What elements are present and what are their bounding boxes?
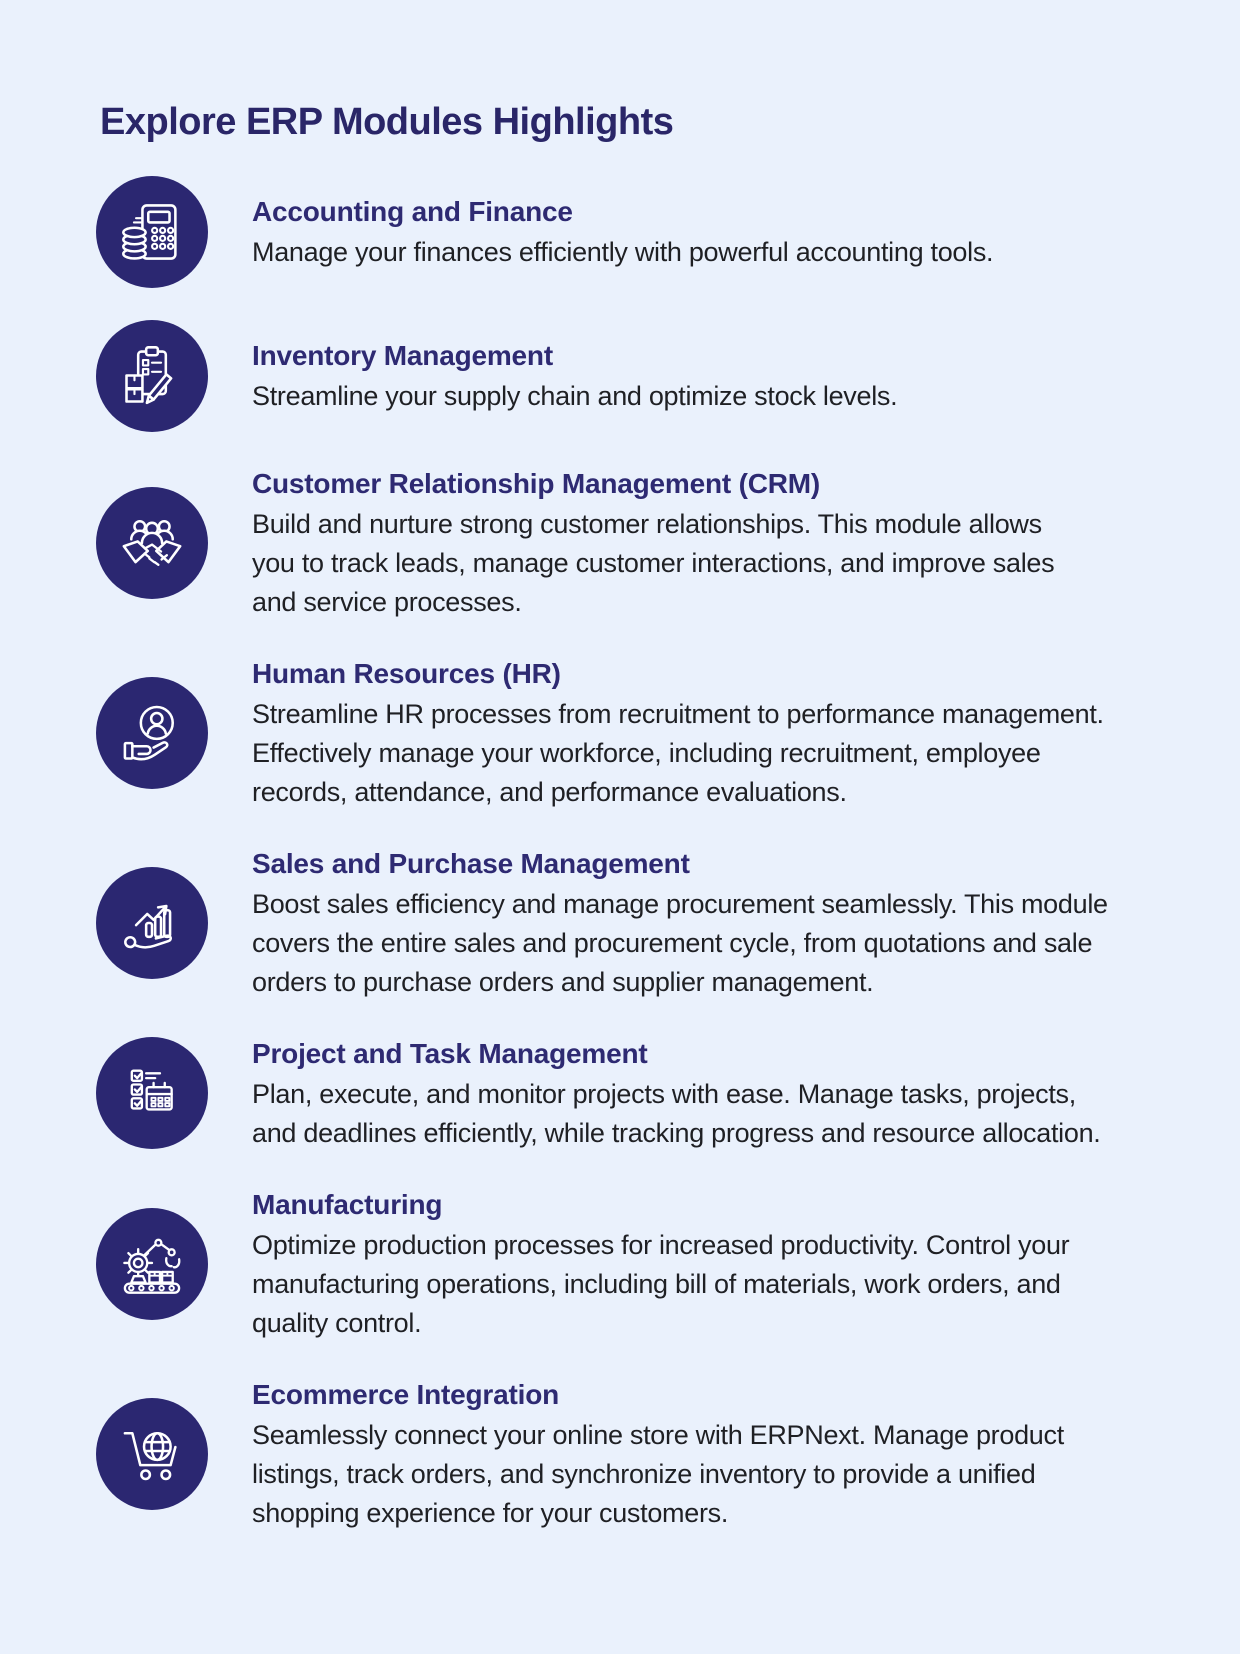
module-description-line: and deadlines efficiently, while tracking progress and resource allocation. (252, 1117, 1101, 1148)
module-description-line: and service processes. (252, 586, 522, 617)
hr-person-hand-icon (96, 677, 208, 789)
module-crm (96, 464, 1200, 622)
module-description-line: Streamline your supply chain and optimize stock levels. (252, 380, 898, 411)
module-description-line: Build and nurture strong customer relationships. This module allows (252, 508, 1042, 539)
module-description (252, 885, 1108, 1002)
ecommerce-cart-globe-icon (96, 1398, 208, 1510)
module-project-and-task (96, 1034, 1200, 1153)
crm-handshake-icon (96, 487, 208, 599)
module-text (252, 1034, 1101, 1153)
module-text (252, 464, 1054, 622)
module-description-line: listings, track orders, and synchronize inventory to provide a unified (252, 1458, 1036, 1489)
module-description-line: Seamlessly connect your online store with ERPNext. Manage product (252, 1419, 1064, 1450)
modules-list (96, 176, 1200, 1533)
module-manufacturing (96, 1185, 1200, 1343)
module-description-line: quality control. (252, 1307, 422, 1338)
project-checklist-calendar-icon (96, 1037, 208, 1149)
page-title: Explore ERP Modules Highlights (100, 101, 674, 143)
module-description-line: manufacturing operations, including bill of materials, work orders, and (252, 1268, 1061, 1299)
module-title: Inventory Management (252, 339, 553, 371)
calculator-coins-icon (96, 176, 208, 288)
module-description (252, 1226, 1069, 1343)
module-description-line: Effectively manage your workforce, including recruitment, employee (252, 737, 1041, 768)
module-description-line: Manage your finances efficiently with powerful accounting tools. (252, 236, 994, 267)
manufacturing-robot-arm-icon (96, 1208, 208, 1320)
module-inventory-management (96, 320, 1200, 432)
module-description-line: shopping experience for your customers. (252, 1497, 729, 1528)
module-text (252, 654, 1104, 812)
module-description (252, 505, 1054, 622)
module-description-line: Plan, execute, and monitor projects with ease. Manage tasks, projects, (252, 1078, 1076, 1109)
module-description (252, 377, 897, 416)
module-title: Customer Relationship Management (CRM) (252, 467, 820, 499)
module-description (252, 1416, 1064, 1533)
module-ecommerce-integration (96, 1375, 1200, 1533)
module-accounting-and-finance (96, 176, 1200, 288)
module-description (252, 1075, 1101, 1153)
module-description-line: covers the entire sales and procurement cycle, from quotations and sale (252, 927, 1093, 958)
module-title: Accounting and Finance (252, 195, 573, 227)
module-description-line: orders to purchase orders and supplier management. (252, 966, 874, 997)
module-title: Human Resources (HR) (252, 657, 561, 689)
module-description-line: Boost sales efficiency and manage procurement seamlessly. This module (252, 888, 1108, 919)
module-title: Sales and Purchase Management (252, 847, 690, 879)
module-text (252, 1375, 1064, 1533)
module-sales-and-purchase (96, 844, 1200, 1002)
module-description-line: records, attendance, and performance evaluations. (252, 776, 847, 807)
module-human-resources (96, 654, 1200, 812)
sales-growth-hand-icon (96, 867, 208, 979)
module-description (252, 695, 1104, 812)
module-description (252, 233, 993, 272)
module-text (252, 1185, 1069, 1343)
module-title: Ecommerce Integration (252, 1378, 559, 1410)
module-description-line: Streamline HR processes from recruitment to performance management. (252, 698, 1104, 729)
module-text (252, 336, 897, 416)
module-description-line: you to track leads, manage customer interactions, and improve sales (252, 547, 1055, 578)
module-title: Project and Task Management (252, 1037, 648, 1069)
module-text (252, 844, 1108, 1002)
module-title: Manufacturing (252, 1188, 443, 1220)
module-description-line: Optimize production processes for increased productivity. Control your (252, 1229, 1070, 1260)
module-text (252, 192, 993, 272)
inventory-clipboard-icon (96, 320, 208, 432)
